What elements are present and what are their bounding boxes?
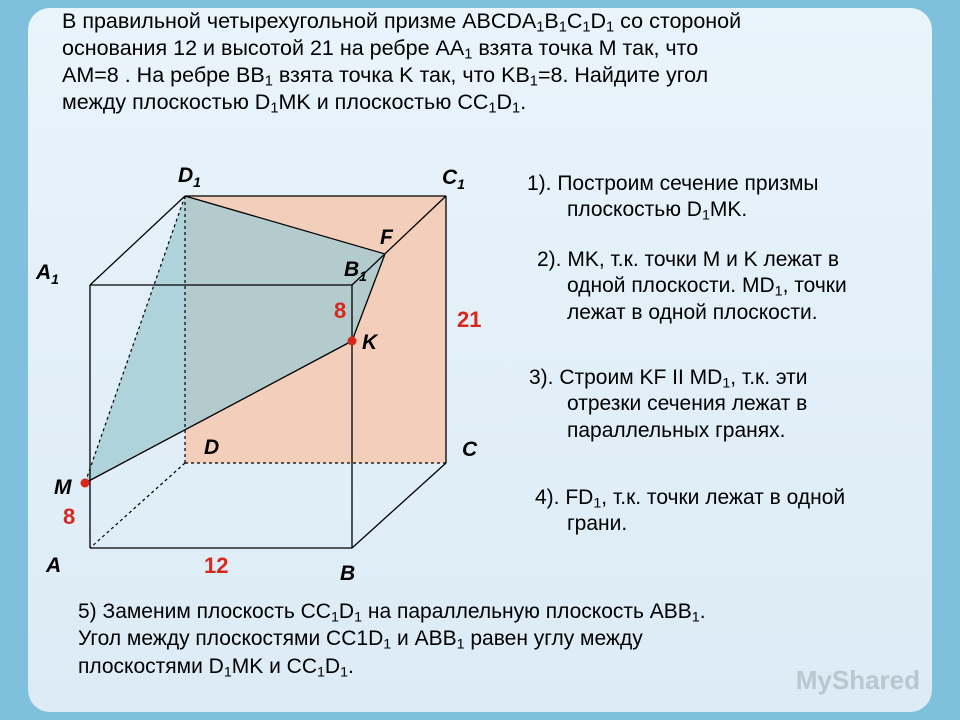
step-3: 3). Строим KF II $MD_1$, т.к. эти отрезки сечения лежат в параллельных гранях. — [529, 366, 808, 442]
number-kb1: 8 — [334, 298, 347, 323]
label-a: A — [46, 554, 62, 577]
problem-statement: В правильной четырехугольной призме $ABCDA_1B_1C_1D_1$ со стороной основания 12 и высотой 21 на ребре $AA_1$ взята точка M так, что AM=8 . На ребре $BB_1$ взята точка K так, что $KB_1=8$. Найдите угол между плоскостью $D_1MK$ и плоскостью $CC_1D_1$. — [62, 9, 742, 117]
label-m: M — [54, 476, 72, 499]
step-5: 5) Заменим плоскость $CC_1D_1$ на параллельную плоскость $ABB_1$. Угол между плоскостями $CC1D_1$ и $ABB_1$ равен углу между плоскостями $D_1MK$ и $CC_1D_1$. — [78, 600, 706, 681]
label-d1: $D_1$ — [178, 164, 201, 190]
label-c: C — [462, 438, 478, 461]
point-m — [81, 479, 90, 488]
label-f: F — [380, 226, 393, 249]
label-k: K — [362, 331, 378, 354]
label-b1: $B_1$ — [344, 258, 367, 284]
watermark-logo: MyShared — [795, 665, 920, 695]
number-am: 8 — [63, 504, 76, 529]
label-c1: $C_1$ — [442, 166, 465, 192]
step-2: 2). MK, т.к. точки M и K лежат в одной плоскости. $MD_1$, точки лежат в одной плоскости. — [537, 248, 847, 324]
label-d: D — [204, 436, 220, 459]
step-4: 4). $FD_1$, т.к. точки лежат в одной грани. — [535, 486, 846, 536]
number-height: 21 — [457, 307, 482, 332]
label-b: B — [340, 562, 356, 585]
point-k — [348, 337, 357, 346]
label-a1: $A_1$ — [36, 261, 59, 287]
step-1: 1). Построим сечение призмы плоскостью $D_1MK$. — [527, 172, 819, 224]
number-side: 12 — [204, 553, 229, 578]
